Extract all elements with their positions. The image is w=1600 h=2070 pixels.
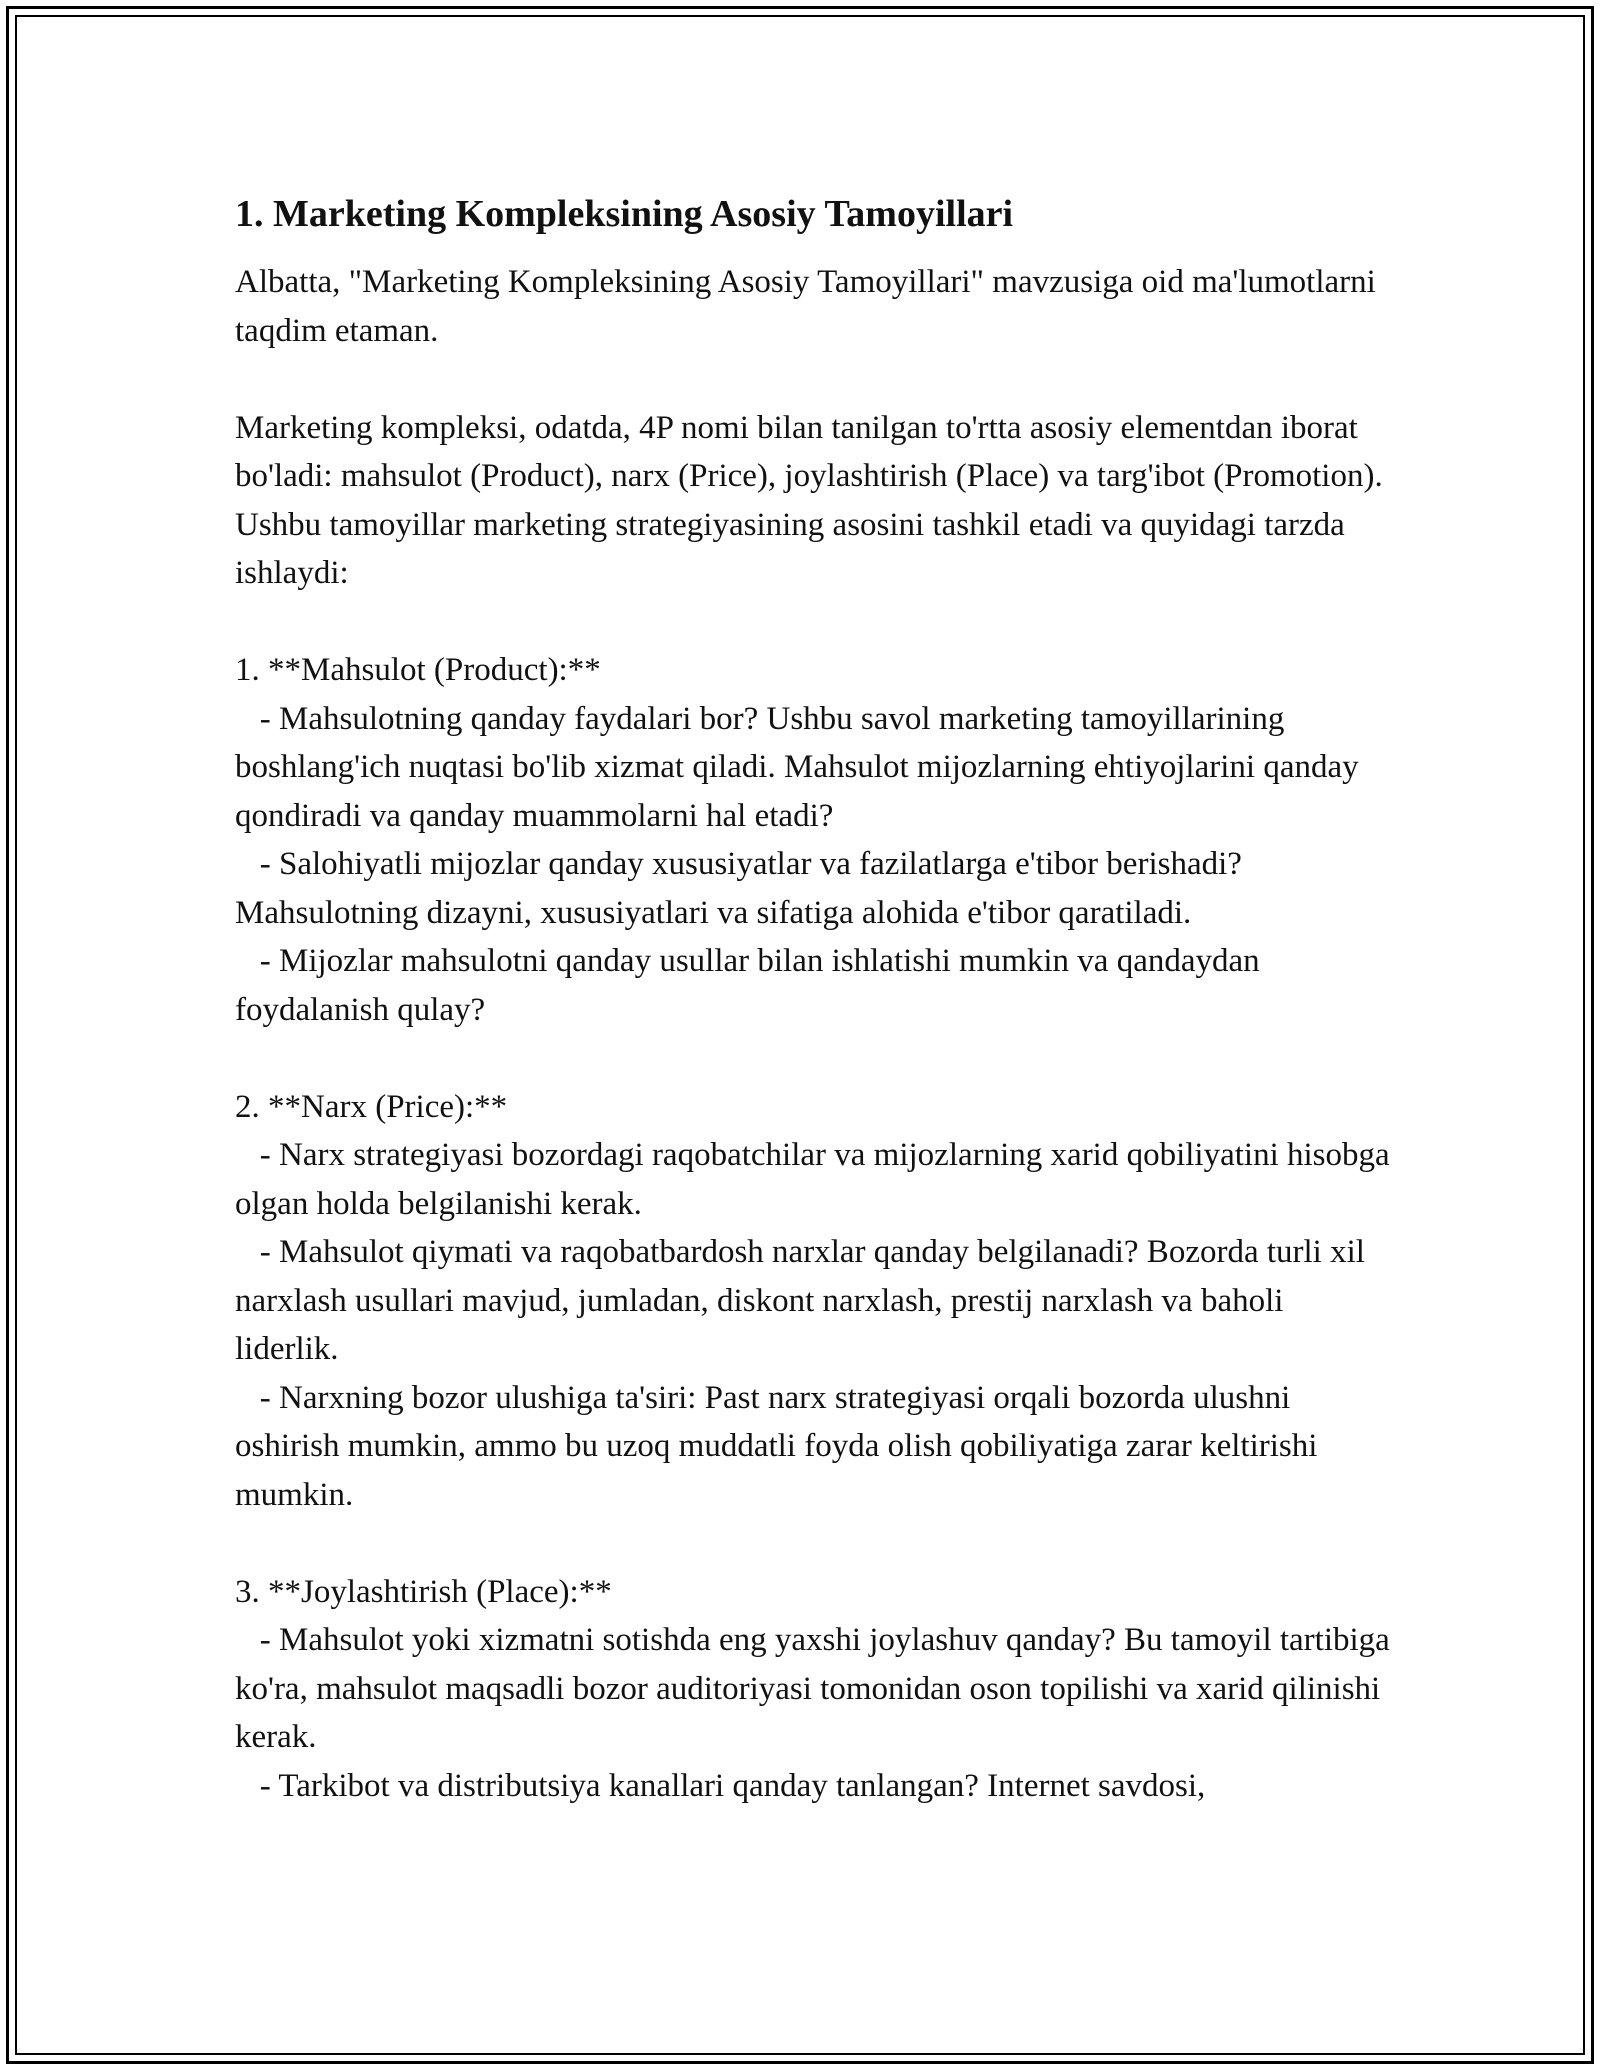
document-heading: 1. Marketing Kompleksining Asosiy Tamoyillari [235, 193, 1014, 235]
section-product [235, 646, 1395, 1034]
section-bullet: - Mahsulot qiymati va raqobatbardosh narxlar qanday belgilanadi? Bozorda turli xil narxlash usullari mavjud, jumladan, diskont narxlash, prestij narxlash va baholi liderlik. [235, 1234, 1374, 1367]
section-bullet: - Mijozlar mahsulotni qanday usullar bilan ishlatishi mumkin va qandaydan foydalanish qulay? [235, 943, 1268, 1028]
section-place [235, 1568, 1399, 1811]
section-price [235, 1083, 1398, 1520]
section-bullet: - Narx strategiyasi bozordagi raqobatchilar va mijozlarning xarid qobiliyatini hisobga olgan holda belgilanishi kerak. [235, 1137, 1398, 1222]
section-title: 2. **Narx (Price):** [235, 1088, 508, 1125]
spacer [235, 1034, 1395, 1083]
section-bullet: - Salohiyatli mijozlar qanday xususiyatlar va fazilatlarga e'tibor berishadi? Mahsulotning dizayni, xususiyatlari va sifatiga alohida e'tibor qaratiladi. [235, 846, 1251, 931]
section-bullet: - Mahsulotning qanday faydalari bor? Ushbu savol marketing tamoyillarining boshlang'ich nuqtasi bo'lib xizmat qiladi. Mahsulot mijozlarning ehtiyojlarini qanday qondiradi va qanday muammolarni hal etadi? [235, 700, 1367, 834]
section-title: 1. **Mahsulot (Product):** [235, 652, 601, 688]
document-body [235, 190, 1399, 1810]
section-bullet: - Narxning bozor ulushiga ta'siri: Past narx strategiyasi orqali bozorda ulushni oshirish mumkin, ammo bu uzoq muddatli foyda olish qobiliyatiga zarar keltirishi mumkin. [235, 1379, 1326, 1513]
section-bullet: - Tarkibot va distributsiya kanallari qanday tanlangan? Internet savdosi, [235, 1767, 1206, 1804]
intro-paragraph: Albatta, "Marketing Kompleksining Asosiy Tamoyillari" mavzusiga oid ma'lumotlarni taqdim etaman. [235, 264, 1385, 349]
section-bullet: - Mahsulot yoki xizmatni sotishda eng yaxshi joylashuv qanday? Bu tamoyil tartibiga ko'ra, mahsulot maqsadli bozor auditoriyasi tomonidan oson topilishi va xarid qilinishi kerak. [235, 1622, 1399, 1755]
spacer [235, 1519, 1395, 1568]
section-title: 3. **Joylashtirish (Place):** [235, 1573, 612, 1610]
overview-paragraph: Marketing kompleksi, odatda, 4P nomi bilan tanilgan to'rtta asosiy elementdan iborat bo'ladi: mahsulot (Product), narx (Price), joylashtirish (Place) va targ'ibot (Promotion). Ushbu tamoyillar marketing strategiyasining asosini tashkil etadi va quyidagi tarzda ishlaydi: [235, 409, 1391, 591]
spacer [235, 355, 1395, 404]
spacer [235, 598, 1395, 647]
